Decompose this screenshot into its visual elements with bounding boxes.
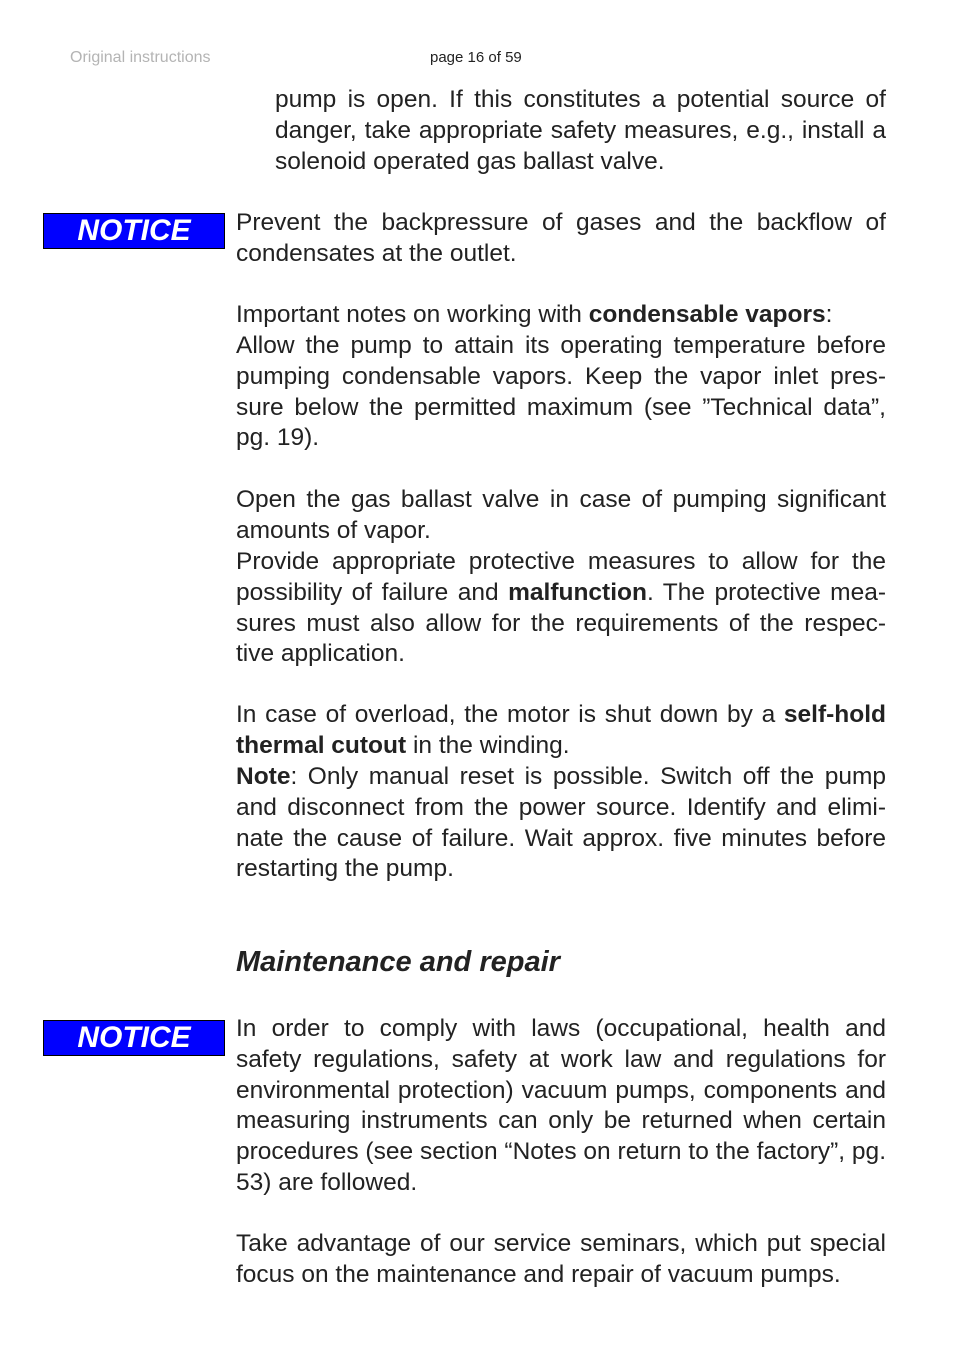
backpressure-paragraph: Prevent the backpressure of gases and the backflow of condensates at the outlet. (236, 209, 886, 267)
bold-term: self-hold thermal cutout (236, 701, 886, 759)
text-run: . The protective mea-sures must also allow for the requirements of the respec-tive application. (236, 578, 886, 668)
text-run: Important notes on working with (236, 301, 589, 328)
section-heading: Maintenance and repair (236, 946, 560, 978)
note-label: Note (236, 763, 291, 790)
notice-badge: NOTICE (43, 213, 225, 249)
page-number: page 16 of 59 (430, 49, 522, 66)
return-procedures-paragraph: In order to comply with laws (occupational, health and safety regulations, safety at work law and regulations for environmental protection) vacuum pumps, components and measuring instruments can only be returned when certain procedures (see section “Notes on return to the factory”, pg. 53) are followed. (236, 1015, 886, 1196)
condensable-vapors-intro (236, 300, 886, 331)
text-run: In case of overload, the motor is shut down by a (236, 701, 784, 728)
service-seminars-paragraph: Take advantage of our service seminars, which put special focus on the maintenance and repair of vacuum pumps. (236, 1230, 886, 1288)
protective-measures-paragraph (236, 547, 886, 670)
bold-term: malfunction (508, 578, 647, 606)
text-run: in the winding. (406, 731, 570, 759)
text-run: : (825, 301, 833, 328)
document-type-label: Original instructions (70, 49, 211, 66)
text-run: : Only manual reset is possible. Switch off the pump and disconnect from the power source. Identify and elimi-nate the cause of failure. Wait approx. five minutes before restarting the pump. (236, 763, 886, 883)
overload-paragraph (236, 700, 886, 762)
intro-paragraph: pump is open. If this constitutes a potential source of danger, take appropriate safety measures, e.g., install a solenoid operated gas ballast valve. (275, 86, 886, 175)
note-paragraph (236, 762, 886, 885)
operating-temperature-paragraph: Allow the pump to attain its operating temperature before pumping condensable vapors. Keep the vapor inlet pres-sure below the permitted maximum (see ”Technical data”, pg. 19). (236, 332, 886, 452)
notice-badge: NOTICE (43, 1020, 225, 1056)
gas-ballast-paragraph: Open the gas ballast valve in case of pumping significant amounts of vapor. (236, 486, 886, 544)
text-run: Provide appropriate protective measures to allow for the possibility of failure and (236, 548, 886, 606)
bold-term: condensable vapors (588, 301, 826, 328)
